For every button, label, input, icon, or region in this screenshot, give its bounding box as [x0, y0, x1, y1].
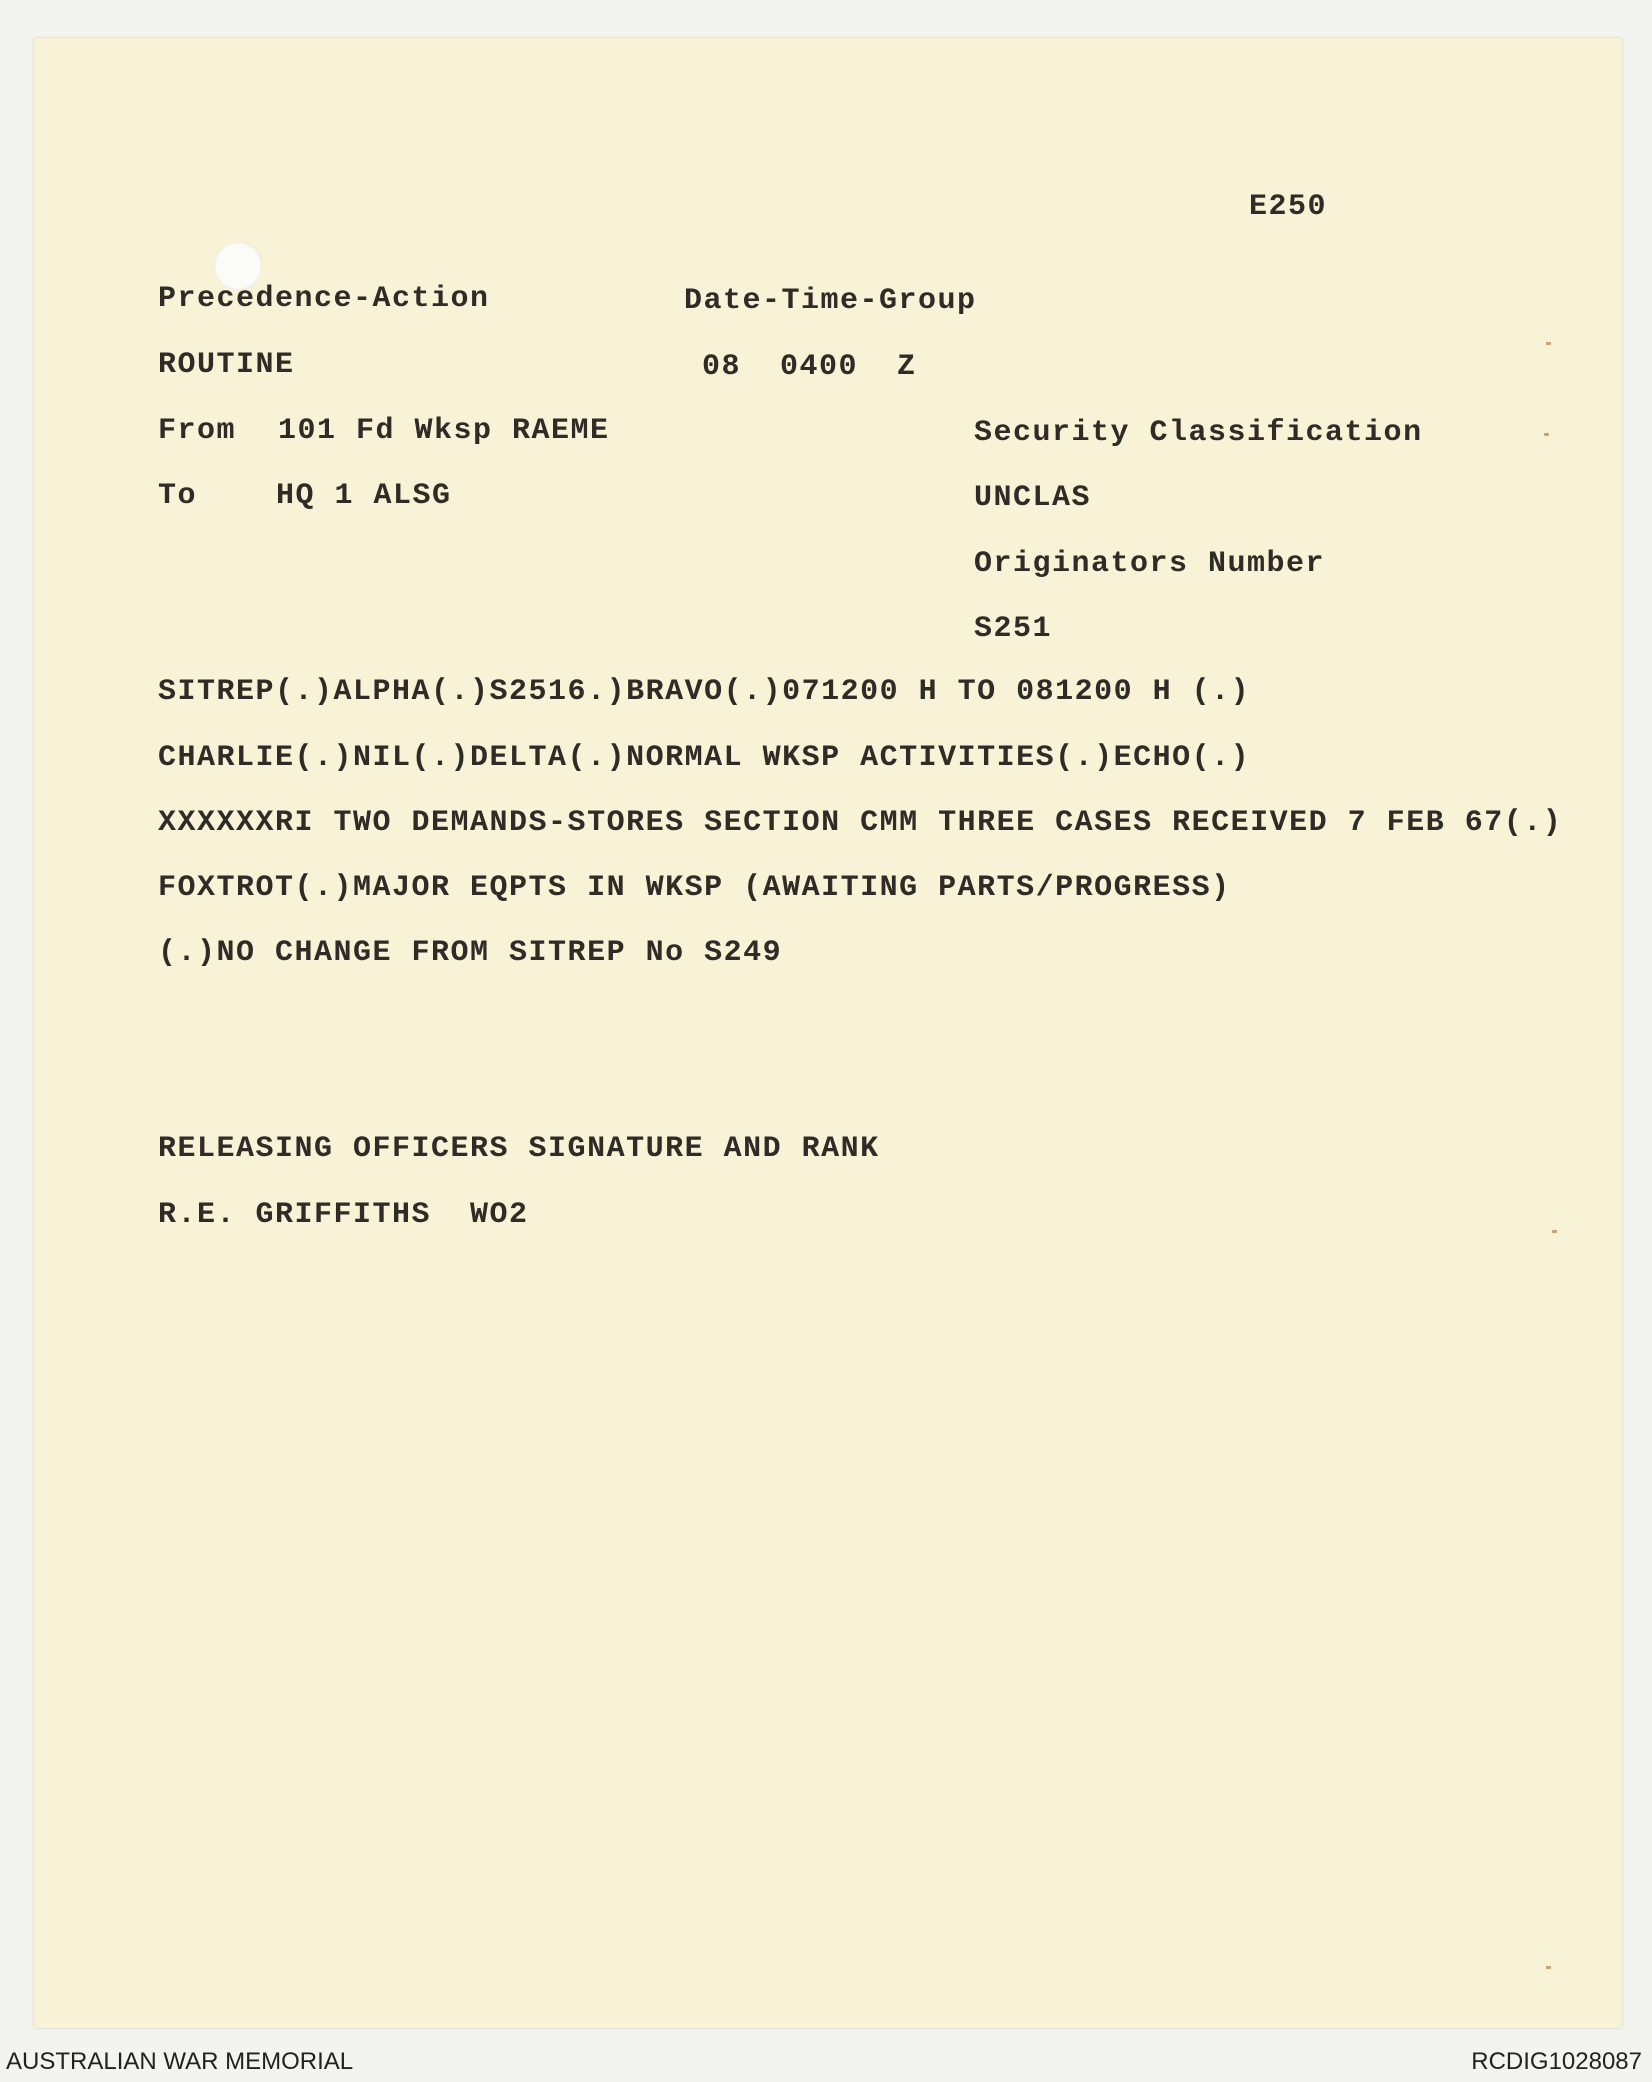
footer-right: RCDIG1028087 — [1471, 2048, 1642, 2075]
message-line: SITREP(.)ALPHA(.)S2516.)BRAVO(.)071200 H TO 081200 H (.) — [158, 675, 1251, 709]
from-label: From — [158, 414, 237, 448]
security-value: UNCLAS — [974, 481, 1092, 515]
message-line: CHARLIE(.)NIL(.)DELTA(.)NORMAL WKSP ACTIVITIES(.)ECHO(.) — [158, 741, 1251, 775]
precedence-value: ROUTINE — [158, 348, 295, 382]
paper-speck — [1552, 1230, 1557, 1233]
paper-speck — [1544, 433, 1549, 436]
footer-left: AUSTRALIAN WAR MEMORIAL — [6, 2048, 354, 2075]
message-line: XXXXXXRI TWO DEMANDS-STORES SECTION CMM THREE CASES RECEIVED 7 FEB 67(.) — [158, 806, 1563, 840]
releasing-officer-label: RELEASING OFFICERS SIGNATURE AND RANK — [158, 1132, 880, 1166]
precedence-label: Precedence-Action — [158, 282, 490, 316]
reference-number: E250 — [1249, 190, 1328, 224]
dtg-label: Date-Time-Group — [684, 284, 977, 318]
releasing-officer-value: R.E. GRIFFITHS WO2 — [158, 1198, 529, 1232]
originators-label: Originators Number — [974, 547, 1326, 581]
message-line: (.)NO CHANGE FROM SITREP No S249 — [158, 936, 783, 970]
paper-speck — [1546, 342, 1551, 345]
to-value: HQ 1 ALSG — [276, 479, 452, 513]
security-label: Security Classification — [974, 416, 1423, 450]
paper-speck — [1546, 1966, 1551, 1969]
document-sheet — [34, 38, 1622, 2028]
dtg-value: 08 0400 Z — [702, 350, 917, 384]
to-label: To — [158, 479, 198, 513]
from-value: 101 Fd Wksp RAEME — [278, 414, 610, 448]
message-line: FOXTROT(.)MAJOR EQPTS IN WKSP (AWAITING PARTS/PROGRESS) — [158, 871, 1231, 905]
originators-value: S251 — [974, 612, 1053, 646]
